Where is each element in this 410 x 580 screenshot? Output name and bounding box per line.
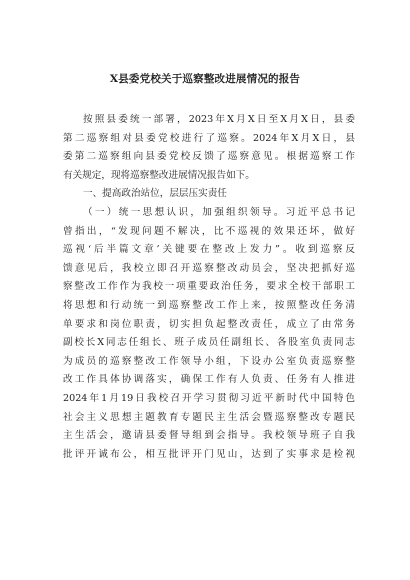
document-body	[63, 111, 355, 464]
paragraph-line: 委第二巡察组向县委党校反馈了巡察意见。根据巡察工作	[63, 151, 355, 163]
paragraph-line: 馈意见后，我校立即召开巡察整改动员会，坚决把抓好巡	[63, 262, 355, 274]
paragraph-line: 曾指出，“发现问题不解决，比不巡视的效果还坏，做好	[63, 225, 355, 237]
paragraph-line: 巡视‘后半篇文章’关键要在整改上发力”。收到巡察反	[63, 244, 355, 256]
paragraph-line: （一）统一思想认识，加强组织领导。习近平总书记	[83, 206, 355, 218]
paragraph-line: 主生活会，邀请县委督导组到会指导。我校领导班子自我	[63, 430, 355, 442]
paragraph-line: 批评开诚布公，相互批评开门见山，达到了实事求是检视	[63, 448, 355, 460]
paragraph-line: 单要求和岗位职责，切实担负起整改责任，成立了由常务	[63, 318, 355, 330]
paragraph-line: 改工作具体协调落实，确保工作有人负责、任务有人推进	[63, 374, 355, 386]
paragraph-line: 有关规定，现将巡察整改进展情况报告如下。	[63, 169, 255, 181]
section-heading: 一、提高政治站位，层层压实责任	[83, 188, 227, 200]
paragraph-line: 副校长X同志任组长、班子成员任副组长、各股室负责同志	[63, 337, 355, 349]
paragraph-line: 第二巡察组对县委党校进行了巡察。2024年X月X日，县	[63, 132, 355, 144]
paragraph-line: 社会主义思想主题教育专题民主生活会暨巡察整改专题民	[63, 411, 355, 423]
paragraph-line: 将思想和行动统一到巡察整改工作上来，按照整改任务清	[63, 299, 355, 311]
paragraph-line: 察整改工作作为我校一项重要政治任务，要求全校干部职工	[63, 281, 355, 293]
paragraph-line: 2024年1月19日我校召开学习贯彻习近平新时代中国特色	[63, 392, 355, 404]
paragraph-line: 为成员的巡察整改工作领导小组，下设办公室负责巡察整	[63, 355, 355, 367]
document-title: X县委党校关于巡察整改进展情况的报告	[109, 73, 301, 85]
paragraph-line: 按照县委统一部署，2023年X月X日至X月X日，县委	[83, 114, 355, 125]
